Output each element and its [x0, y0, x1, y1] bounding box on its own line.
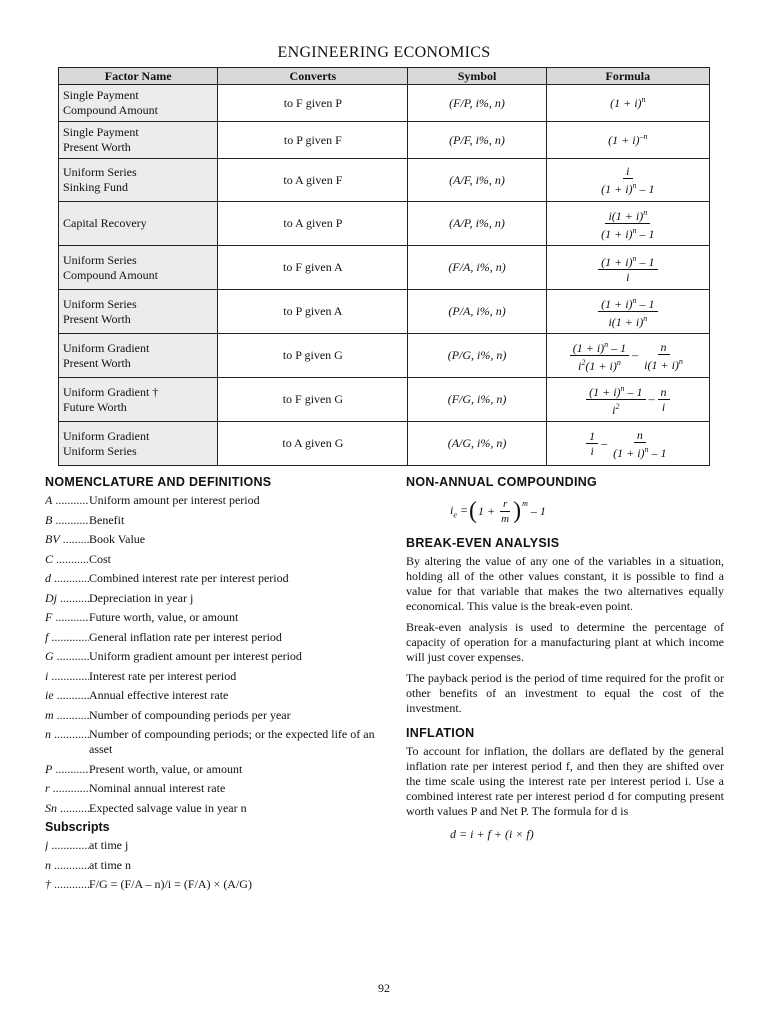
definition-item — [45, 781, 375, 796]
symbol-cell: (F/P, i%, n) — [408, 85, 546, 122]
factor-name: Uniform Gradient Present Worth — [59, 334, 218, 378]
definition-item — [45, 552, 375, 567]
definition-item — [45, 727, 375, 757]
factor-name: Single Payment Compound Amount — [59, 85, 218, 122]
definition-term: j ..... — [45, 838, 89, 853]
break-even-paragraph: By altering the value of any one of the variables in a situation, holding all of the other values constant, it is possible to find a value for that variable that makes the two alternatives equally economical. This value is the break-even point. — [406, 554, 724, 613]
header-converts: Converts — [218, 68, 408, 85]
definition-term: Dj ..... — [45, 591, 89, 606]
subscripts-heading: Subscripts — [45, 820, 110, 834]
definition-term: n ..... — [45, 727, 89, 757]
definition-term: † ..... — [45, 877, 89, 892]
formula-cell: $\frac{(1 + i)^n - 1}{i^2}$ – $\frac{n}{i}$ — [546, 378, 709, 422]
definition-desc: at time n — [89, 857, 131, 872]
definition-desc: Benefit — [89, 512, 125, 527]
definition-term: A ..... — [45, 493, 89, 508]
definition-item — [45, 762, 375, 777]
table-header-row — [59, 68, 710, 85]
definition-desc: Uniform amount per interest period — [89, 493, 260, 507]
factor-name: Uniform Series Compound Amount — [59, 246, 218, 290]
symbol-cell: (F/G, i%, n) — [408, 378, 546, 422]
converts-cell: to P given G — [218, 334, 408, 378]
page-title: ENGINEERING ECONOMICS — [277, 44, 491, 61]
formula-cell: $(1 + i)^n$ — [546, 85, 709, 122]
symbol-cell: (A/F, i%, n) — [408, 159, 546, 202]
converts-cell: to A given P — [218, 202, 408, 246]
converts-cell: to F given P — [218, 85, 408, 122]
definition-desc: Nominal annual interest rate — [89, 781, 226, 795]
page-number: 92 — [378, 981, 390, 995]
factor-name: Uniform Gradient Uniform Series — [59, 422, 218, 466]
formula-cell: $(1 + i)^{-n}$ — [546, 122, 709, 159]
definition-item — [45, 708, 375, 723]
header-factor-name: Factor Name — [59, 68, 218, 85]
converts-cell: to A given F — [218, 159, 408, 202]
definition-item — [45, 630, 375, 645]
definition-term: n ..... — [45, 858, 89, 873]
symbol-cell: (A/G, i%, n) — [408, 422, 546, 466]
combined-rate-formula: d = i + f + (i × f) — [450, 827, 534, 841]
definition-item — [45, 801, 375, 816]
definition-desc: Number of compounding periods per year — [89, 707, 291, 722]
table-row — [59, 246, 710, 290]
table-row — [59, 202, 710, 246]
table-row — [59, 159, 710, 202]
definition-item — [45, 493, 375, 508]
converts-cell: to P given F — [218, 122, 408, 159]
definition-item — [45, 877, 375, 892]
formula-cell: $\frac{(1 + i)^n - 1}{i}$ — [546, 246, 709, 290]
formula-cell: $\frac{(1 + i)^n - 1}{i(1 + i)^n}$ — [546, 290, 709, 334]
definition-term: Sn ..... — [45, 801, 89, 816]
factor-name: Uniform Gradient † Future Worth — [59, 378, 218, 422]
definition-term: G ..... — [45, 649, 89, 664]
definition-desc: at time j — [89, 838, 129, 852]
definition-item — [45, 571, 375, 586]
definition-term: P ..... — [45, 762, 89, 777]
definition-desc: Depreciation in year j — [89, 590, 194, 605]
definition-desc: General inflation rate per interest period — [89, 629, 282, 644]
table-row — [59, 122, 710, 159]
effective-rate-formula: $i_e$ = ( 1 + $\frac{r}{m}$ ) $^m$ – 1 — [450, 498, 546, 525]
header-symbol: Symbol — [408, 68, 546, 85]
symbol-cell: (F/A, i%, n) — [408, 246, 546, 290]
definition-item — [45, 838, 375, 853]
definition-item — [45, 669, 375, 684]
definition-desc: Interest rate per interest period — [89, 668, 237, 683]
non-annual-heading: NON-ANNUAL COMPOUNDING — [406, 475, 598, 489]
definition-term: f ..... — [45, 630, 89, 645]
factor-name: Capital Recovery — [59, 202, 218, 246]
break-even-heading: BREAK-EVEN ANALYSIS — [406, 536, 560, 550]
definition-desc: Future worth, value, or amount — [89, 610, 239, 624]
definition-item — [45, 858, 375, 873]
definition-item — [45, 513, 375, 528]
formula-cell: $\frac{i(1 + i)^n}{(1 + i)^n - 1}$ — [546, 202, 709, 246]
symbol-cell: (A/P, i%, n) — [408, 202, 546, 246]
factor-table — [58, 67, 710, 466]
definition-desc: Annual effective interest rate — [89, 688, 229, 702]
symbol-cell: (P/A, i%, n) — [408, 290, 546, 334]
right-column — [406, 475, 724, 842]
definition-term: BV ..... — [45, 532, 89, 547]
break-even-paragraph: Break-even analysis is used to determine the percentage of capacity of operation for a manufacturing plant at which income will just cover expenses. — [406, 620, 724, 664]
table-row — [59, 422, 710, 466]
factor-name: Uniform Series Sinking Fund — [59, 159, 218, 202]
payback-paragraph: The payback period is the period of time required for the profit or other benefits of an investment to equal the cost of the investment. — [406, 671, 724, 715]
nomenclature-heading: NOMENCLATURE AND DEFINITIONS — [45, 475, 272, 489]
definition-item — [45, 688, 375, 703]
definition-item — [45, 649, 375, 664]
symbol-cell: (P/F, i%, n) — [408, 122, 546, 159]
symbol-cell: (P/G, i%, n) — [408, 334, 546, 378]
definition-desc: Number of compounding periods; or the expected life of an asset — [89, 727, 375, 756]
header-formula: Formula — [546, 68, 709, 85]
definition-term: m ..... — [45, 708, 89, 723]
nomenclature-list — [45, 493, 375, 816]
definition-desc: Expected salvage value in year n — [89, 800, 247, 815]
table-row — [59, 85, 710, 122]
definition-item — [45, 591, 375, 606]
converts-cell: to P given A — [218, 290, 408, 334]
nomenclature-section — [45, 475, 375, 897]
definition-term: F ..... — [45, 610, 89, 625]
subscripts-list — [45, 838, 375, 892]
definition-item — [45, 532, 375, 547]
definition-term: C ..... — [45, 552, 89, 567]
definition-term: r ..... — [45, 781, 89, 796]
definition-term: ie ..... — [45, 688, 89, 703]
definition-desc: Combined interest rate per interest period — [89, 571, 289, 585]
definition-term: i ..... — [45, 669, 89, 684]
definition-desc: F/G = (F/A – n)/i = (F/A) × (A/G) — [89, 877, 252, 891]
definition-desc: Book Value — [89, 532, 146, 546]
factor-name: Single Payment Present Worth — [59, 122, 218, 159]
definition-desc: Cost — [89, 551, 112, 566]
formula-cell: $\frac{i}{(1 + i)^n - 1}$ — [546, 159, 709, 202]
converts-cell: to A given G — [218, 422, 408, 466]
definition-desc: Present worth, value, or amount — [89, 761, 243, 776]
converts-cell: to F given A — [218, 246, 408, 290]
formula-cell: $\frac{1}{i}$ – $\frac{n}{(1 + i)^n - 1}$ — [546, 422, 709, 466]
definition-term: B ..... — [45, 513, 89, 528]
converts-cell: to F given G — [218, 378, 408, 422]
factor-name: Uniform Series Present Worth — [59, 290, 218, 334]
table-row — [59, 378, 710, 422]
inflation-heading: INFLATION — [406, 726, 475, 740]
definition-term: d ..... — [45, 571, 89, 586]
formula-cell: $\frac{(1 + i)^n - 1}{i^2(1 + i)^n}$ – $\frac{n}{i(1 + i)^n}$ — [546, 334, 709, 378]
definition-desc: Uniform gradient amount per interest period — [89, 649, 302, 663]
table-row — [59, 334, 710, 378]
table-row — [59, 290, 710, 334]
inflation-paragraph: To account for inflation, the dollars are deflated by the general inflation rate per interest period f, and then they are shifted over the time scale using the interest rate per interest period i. Use a combined interest rate per interest period d for computing present worth values P and Net P. The formula for d is — [406, 744, 724, 818]
definition-item — [45, 610, 375, 625]
